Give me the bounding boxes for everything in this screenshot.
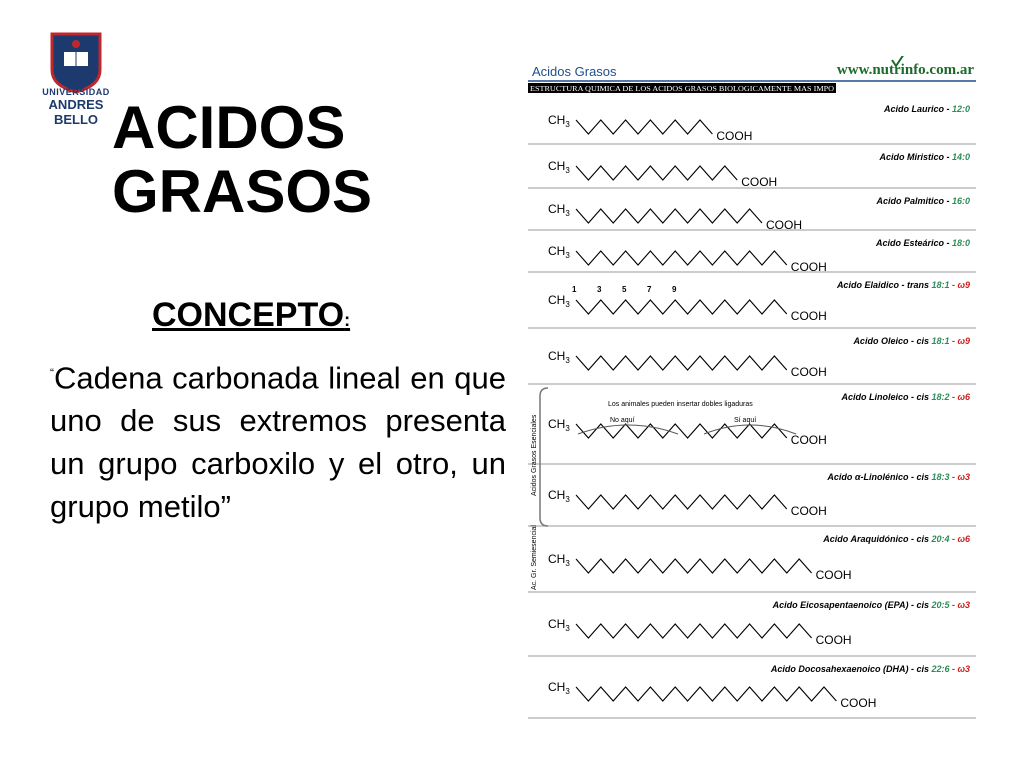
ch3-label: $CH_3$ <box>548 113 570 129</box>
definition-paragraph <box>50 352 506 528</box>
fatty-acids-figure <box>528 56 976 720</box>
side-label-essential: Acidos Grasos Esenciales <box>531 414 538 496</box>
carbon-chain <box>576 120 712 134</box>
figure-header-title: Acidos Grasos <box>532 64 617 79</box>
title-line2: GRASOS <box>112 158 373 225</box>
cooh-label: COOH <box>716 129 753 143</box>
cooh-label: COOH <box>840 696 877 710</box>
carbon-position: 3 <box>597 285 602 294</box>
cooh-label: COOH <box>741 175 778 189</box>
carbon-chain <box>576 624 812 638</box>
ch3-label: $CH_3$ <box>548 293 570 309</box>
cooh-label: COOH <box>790 260 827 274</box>
carbon-chain <box>576 687 836 701</box>
acid-label: Acido Elaidico - trans 18:1 - ω9 <box>836 280 970 290</box>
carbon-position: 7 <box>647 285 652 294</box>
cooh-label: COOH <box>815 568 852 582</box>
acid-label: Acido Esteárico - 18:0 <box>875 238 970 248</box>
concept-colon: : <box>344 310 351 330</box>
carbon-chain <box>576 356 787 370</box>
ch3-label: $CH_3$ <box>548 417 570 433</box>
cooh-label: COOH <box>790 365 827 379</box>
acid-label: Acido Laurico - 12:0 <box>883 104 970 114</box>
carbon-chain <box>576 495 787 509</box>
carbon-position: 1 <box>572 285 577 294</box>
acid-label: Acido Miristico - 14:0 <box>879 152 970 162</box>
cooh-label: COOH <box>790 504 827 518</box>
title-line1: ACIDOS <box>112 94 346 161</box>
logo-line2: ANDRES BELLO <box>48 97 104 127</box>
carbon-position: 9 <box>672 285 677 294</box>
si-aqui-label: Sí aquí <box>734 417 757 424</box>
figure-subheader: ESTRUCTURA QUIMICA DE LOS ACIDOS GRASOS BIOLOGICAMENTE MAS IMPO <box>530 85 834 93</box>
ch3-label: $CH_3$ <box>548 680 570 696</box>
carbon-chain <box>576 251 787 265</box>
logo-line1: UNIVERSIDAD <box>42 87 110 97</box>
ch3-label: $CH_3$ <box>548 159 570 175</box>
ch3-label: $CH_3$ <box>548 244 570 260</box>
acid-label: Acido Linoleico - cis 18:2 - ω6 <box>841 392 970 402</box>
side-label-semi: Ac. Gr. Semiesencial <box>531 525 538 590</box>
insert-note: Los animales pueden insertar dobles ligaduras <box>608 401 753 408</box>
acid-label: Acido Eicosapentaenoico (EPA) - cis 20:5 - ω3 <box>772 600 970 610</box>
acid-label: Acido Araquidónico - cis 20:4 - ω6 <box>823 534 970 544</box>
essential-bracket <box>540 388 548 526</box>
cooh-label: COOH <box>815 633 852 647</box>
definition-text: Cadena carbonada lineal en que uno de sus extremos presenta un grupo carboxilo y el otro, un grupo metilo” <box>50 360 506 525</box>
ch3-label: $CH_3$ <box>548 202 570 218</box>
slide-title <box>112 96 412 224</box>
carbon-chain <box>576 559 812 573</box>
ch3-label: $CH_3$ <box>548 617 570 633</box>
concept-label: CONCEPTO <box>152 296 345 334</box>
ch3-label: $CH_3$ <box>548 488 570 504</box>
concept-heading <box>152 296 350 335</box>
carbon-position: 5 <box>622 285 627 294</box>
carbon-chain <box>576 209 762 223</box>
cooh-label: COOH <box>790 433 827 447</box>
cooh-label: COOH <box>766 218 802 232</box>
carbon-chain <box>576 166 737 180</box>
acid-label: Acido Palmitico - 16:0 <box>876 196 970 206</box>
ch3-label: $CH_3$ <box>548 349 570 365</box>
figure-website: www.nutrinfo.com.ar <box>836 62 974 78</box>
ch3-label: $CH_3$ <box>548 552 570 568</box>
carbon-chain <box>576 300 787 314</box>
acid-label: Acido α-Linolénico - cis 18:3 - ω3 <box>827 472 970 482</box>
no-aqui-label: No aquí <box>610 417 635 424</box>
open-quote: “ <box>50 366 54 380</box>
acid-label: Acido Docosahexaenoico (DHA) - cis 22:6 - ω3 <box>770 664 970 674</box>
cooh-label: COOH <box>790 309 827 323</box>
acid-label: Acido Oleico - cis 18:1 - ω9 <box>853 336 970 346</box>
